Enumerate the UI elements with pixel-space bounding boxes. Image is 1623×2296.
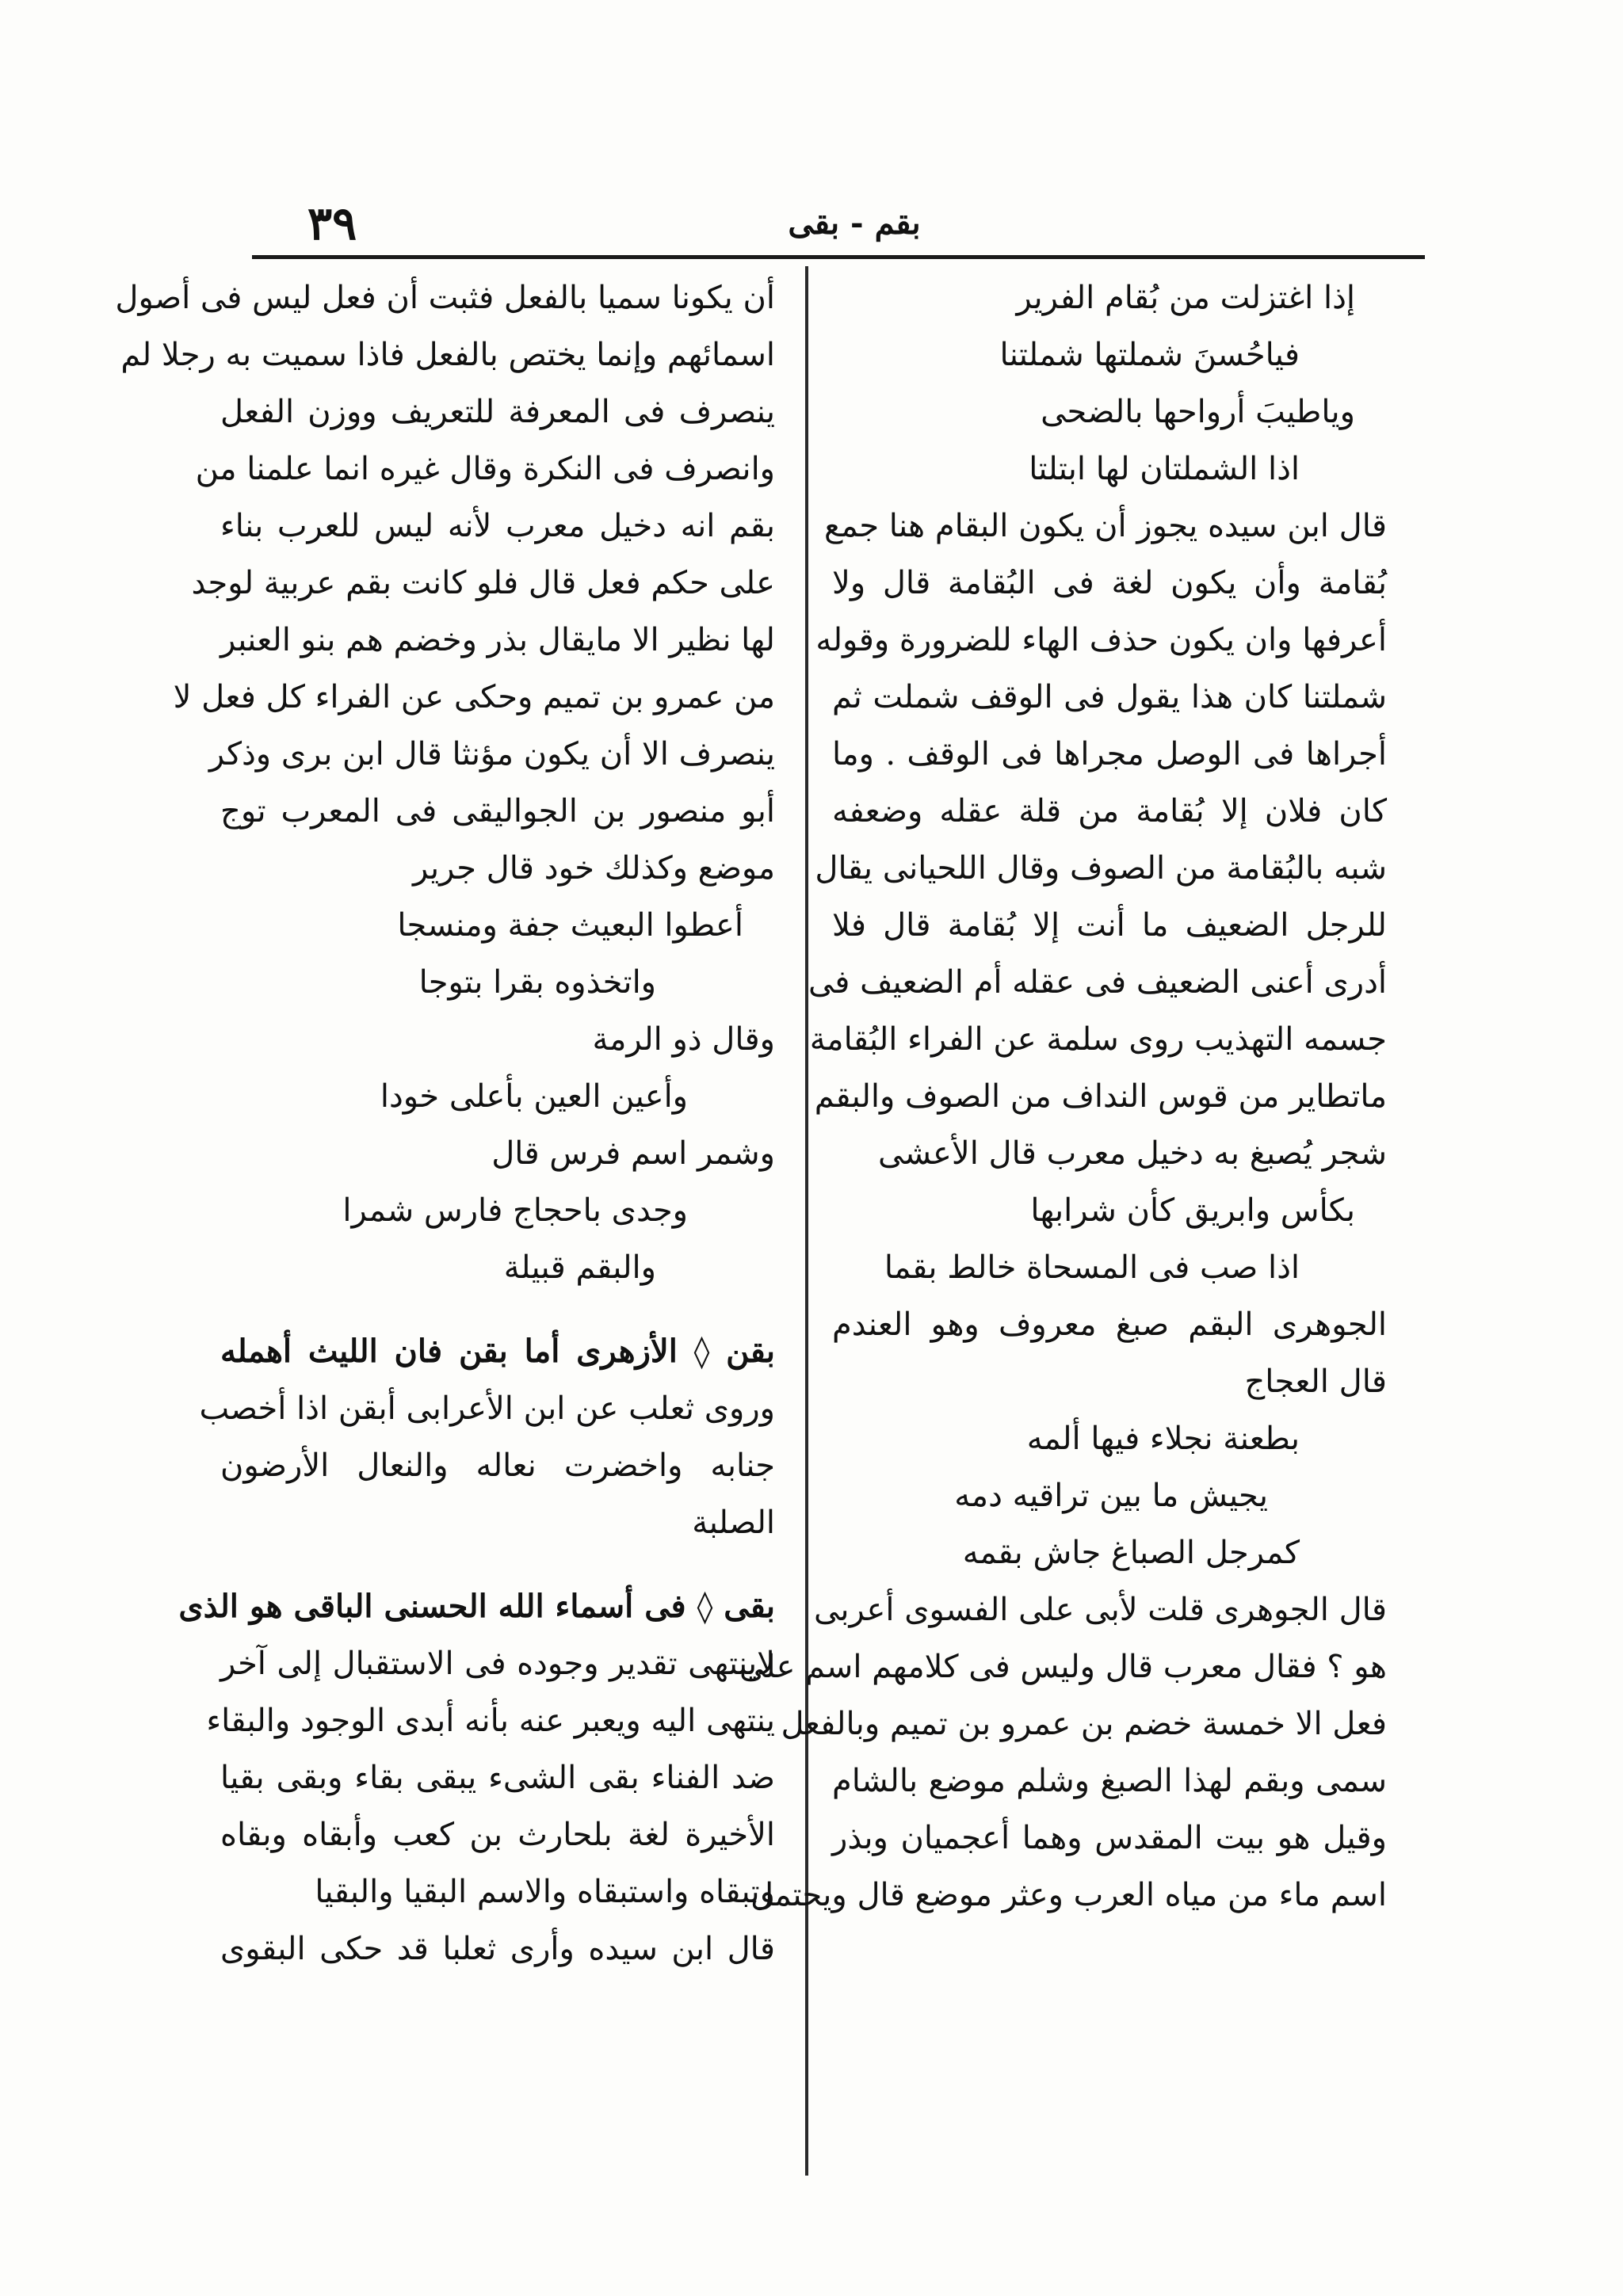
verse-line: أعطوا البعيث جفة ومنسجا — [397, 907, 743, 944]
right-column — [739, 269, 1387, 1924]
text-line: اسم ماء من مياه العرب وعثر موضع قال ويحتمل — [750, 1877, 1387, 1913]
entry-heading-line: بقن ◊ الأزهرى أما بقن فان الليث أهمله — [220, 1333, 775, 1370]
text-line: للرجل الضعيف ما أنت إلا بُقامة قال فلا — [832, 907, 1387, 944]
text-line: هو ؟ فقال معرب قال وليس فى كلامهم اسم على — [739, 1649, 1387, 1685]
text-line: ينصرف الا أن يكون مؤنثا قال ابن برى وذكر — [208, 736, 775, 772]
text-line: وروى ثعلب عن ابن الأعرابى أبقن اذا أخصب — [199, 1390, 775, 1427]
text-line: الجوهرى البقم صبغ معروف وهو العندم — [832, 1306, 1387, 1343]
text-line: ضد الفناء بقى الشىء يبقى بقاء وبقى بقيا — [220, 1760, 775, 1796]
text-line: وشمر اسم فرس قال — [491, 1135, 775, 1172]
verse-line: بطعنة نجلاء فيها ألمه — [1026, 1421, 1300, 1457]
verse-line: وياطيبَ أرواحها بالضحى — [1041, 394, 1355, 430]
text-line: قال ابن سيده يجوز أن يكون البقام هنا جمع — [823, 508, 1387, 544]
text-line: وقال ذو الرمة — [592, 1021, 775, 1058]
text-line: جسمه التهذيب روى سلمة عن الفراء البُقامة — [809, 1021, 1387, 1058]
text-line: أعرفها وان يكون حذف الهاء للضرورة وقوله — [815, 622, 1387, 658]
header-rule — [252, 255, 1425, 259]
text-line: شملتنا كان هذا يقول فى الوقف شملت ثم — [832, 679, 1387, 715]
verse-line: بكأس وابريق كأن شرابها — [1030, 1192, 1355, 1229]
text-line: أن يكونا سميا بالفعل فثبت أن فعل ليس فى أصول — [115, 280, 775, 316]
text-line: قال ابن سيده وأرى ثعلبا قد حكى البقوى — [220, 1931, 775, 1967]
page-header — [252, 189, 1419, 258]
text-line: وقيل هو بيت المقدس وهما أعجميان وبذر — [832, 1820, 1387, 1856]
text-line: جنابه واخضرت نعاله والنعال الأرضون — [220, 1447, 775, 1484]
verse-line: اذا صب فى المسحاة خالط بقما — [884, 1249, 1300, 1286]
text-line: قال الجوهرى قلت لأبى على الفسوى أعربى — [813, 1592, 1387, 1628]
text-line: وانصرف فى النكرة وقال غيره انما علمنا من — [195, 451, 775, 487]
text-line: أجراها فى الوصل مجراها فى الوقف . وما — [832, 736, 1387, 772]
text-line: الصلبة — [692, 1505, 775, 1541]
left-column — [115, 269, 775, 1978]
text-line: اسمائهم وإنما يختص بالفعل فاذا سميت به رجلا لم — [120, 337, 775, 373]
text-line: أبو منصور بن الجواليقى فى المعرب توج — [220, 793, 775, 830]
verse-line: وجدى باحجاج فارس شمرا — [342, 1192, 688, 1229]
verse-line: اذا الشملتان لها ابتلتا — [1029, 451, 1300, 487]
text-line: سمى وبقم لهذا الصبغ وشلم موضع بالشام — [832, 1763, 1387, 1799]
verse-line: إذا اغتزلت من بُقام الفرير — [1016, 280, 1355, 316]
text-line: على حكم فعل قال فلو كانت بقم عربية لوجد — [191, 565, 775, 601]
entry-gap — [220, 1551, 775, 1578]
text-line: من عمرو بن تميم وحكى عن الفراء كل فعل لا — [173, 679, 775, 715]
verse-line: يجيش ما بين تراقيه دمه — [954, 1478, 1268, 1514]
text-line: كان فلان إلا بُقامة من قلة عقله وضعفه — [832, 793, 1387, 830]
text-line: وتبقاه واستبقاه والاسم البقيا والبقيا — [315, 1874, 775, 1910]
text-line: قال العجاج — [1244, 1363, 1387, 1400]
verse-line: كمرجل الصباغ جاش بقمه — [962, 1535, 1300, 1571]
text-line: ينتهى اليه ويعبر عنه بأنه أبدى الوجود والبقاء — [206, 1703, 775, 1739]
text-line: أدرى أعنى الضعيف فى عقله أم الضعيف فى — [808, 964, 1387, 1001]
page-number: ٣٩ — [307, 196, 357, 250]
text-line: موضع وكذلك خود قال جرير — [412, 850, 775, 887]
text-line: شبه بالبُقامة من الصوف وقال اللحيانى يقال — [815, 850, 1387, 887]
text-line: لها نظير الا مايقال بذر وخضم هم بنو العنبر — [220, 622, 775, 658]
verse-line: وأعين العين بأعلى خودا — [380, 1078, 688, 1115]
running-head: بقم - بقى — [788, 204, 921, 242]
text-line: الأخيرة لغة بلحارث بن كعب وأبقاه وبقاه — [220, 1817, 775, 1853]
verse-line: والبقم قبيلة — [503, 1249, 656, 1286]
text-line: بُقامة وأن يكون لغة فى البُقامة قال ولا — [832, 565, 1387, 601]
verse-line: واتخذوه بقرا بتوجا — [418, 964, 656, 1001]
text-line: لاينتهى تقدير وجوده فى الاستقبال إلى آخر — [220, 1646, 775, 1682]
text-line: بقم انه دخيل معرب لأنه ليس للعرب بناء — [220, 508, 775, 544]
verse-line: فياحُسنَ شملتها شملتنا — [999, 337, 1300, 373]
text-line: ينصرف فى المعرفة للتعريف ووزن الفعل — [220, 394, 775, 430]
entry-gap — [220, 1296, 775, 1323]
text-line: شجر يُصبغ به دخيل معرب قال الأعشى — [878, 1135, 1387, 1172]
text-line: ماتطاير من قوس النداف من الصوف والبقم — [814, 1078, 1387, 1115]
text-line: فعل الا خمسة خضم بن عمرو بن تميم وبالفعل — [781, 1706, 1387, 1742]
entry-heading-line: بقى ◊ فى أسماء الله الحسنى الباقى هو الذى — [178, 1588, 775, 1625]
